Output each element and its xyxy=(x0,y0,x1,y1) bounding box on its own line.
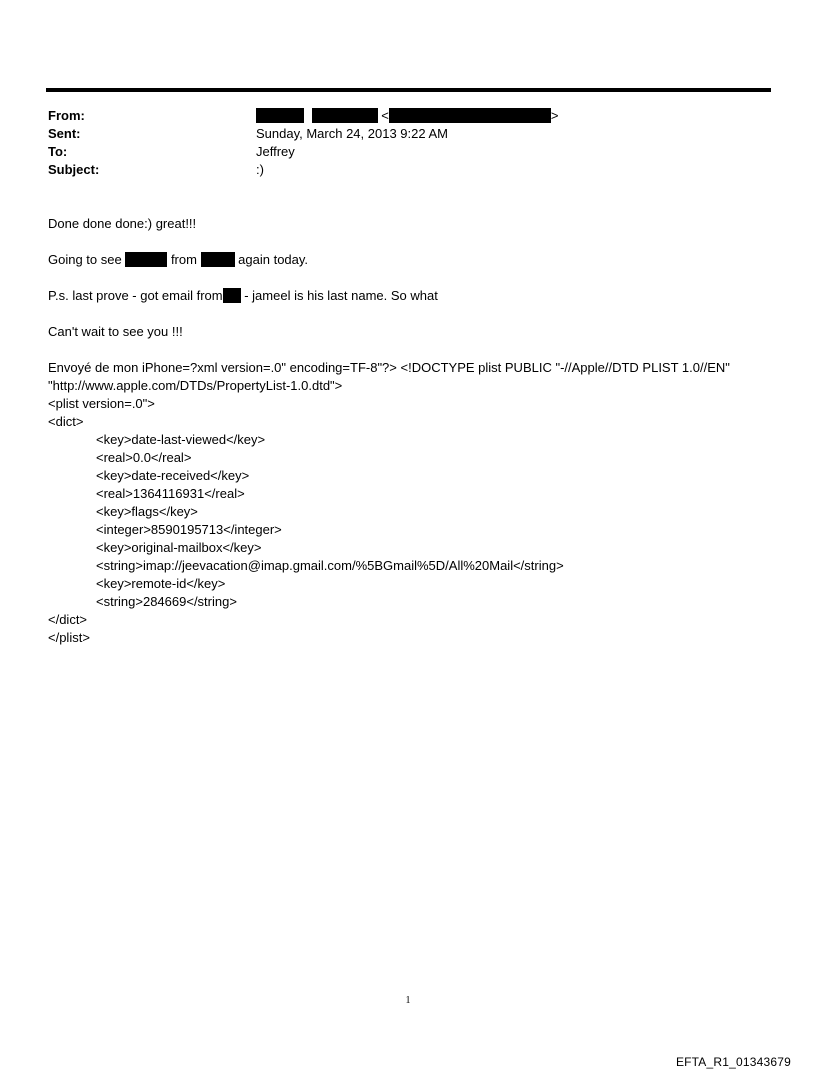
redaction-bar xyxy=(312,108,378,123)
plist-line: <key>date-received</key> xyxy=(96,468,250,483)
sent-label: Sent: xyxy=(48,126,81,141)
from-value xyxy=(256,107,558,125)
plist-line: </plist> xyxy=(48,630,90,645)
redaction-bar xyxy=(256,108,304,123)
from-label: From: xyxy=(48,108,85,123)
plist-line: <string>284669</string> xyxy=(96,594,237,609)
redaction-bar xyxy=(201,252,235,267)
body-text: from xyxy=(167,252,201,267)
redaction-bar xyxy=(125,252,167,267)
body-line xyxy=(48,251,308,269)
plist-line: <key>original-mailbox</key> xyxy=(96,540,262,555)
plist-line: Envoyé de mon iPhone=?xml version=.0" encoding=TF-8"?> <!DOCTYPE plist PUBLIC "-//Apple//DTD PLIST 1.0//EN" xyxy=(48,360,730,375)
plist-line: <string>imap://jeevacation@imap.gmail.com/%5BGmail%5D/All%20Mail</string> xyxy=(96,558,564,573)
body-text: Going to see xyxy=(48,252,126,267)
plist-line: <dict> xyxy=(48,414,84,429)
to-value: Jeffrey xyxy=(256,144,295,159)
body-text: P.s. last prove - got email from xyxy=(48,288,223,303)
body-text: again today. xyxy=(234,252,309,267)
plist-line: <plist version=.0"> xyxy=(48,396,155,411)
plist-line: <real>1364116931</real> xyxy=(96,486,245,501)
plist-line: </dict> xyxy=(48,612,88,627)
plist-line: <key>date-last-viewed</key> xyxy=(96,432,266,447)
header-rule xyxy=(46,88,771,92)
body-text: - jameel is his last name. So what xyxy=(240,288,438,303)
plist-line: <real>0.0</real> xyxy=(96,450,192,465)
to-label: To: xyxy=(48,144,68,159)
redaction-bar xyxy=(223,288,241,303)
redaction-bar xyxy=(389,108,551,123)
sent-value: Sunday, March 24, 2013 9:22 AM xyxy=(256,126,448,141)
from-open-bracket: < xyxy=(381,108,389,123)
plist-line: <integer>8590195713</integer> xyxy=(96,522,282,537)
body-line: Done done done:) great!!! xyxy=(48,216,197,231)
body-line: Can't wait to see you !!! xyxy=(48,324,183,339)
from-close-bracket: > xyxy=(550,108,559,123)
plist-line: <key>remote-id</key> xyxy=(96,576,226,591)
body-line xyxy=(48,287,438,305)
bates-number: EFTA_R1_01343679 xyxy=(675,1055,791,1069)
subject-label: Subject: xyxy=(48,162,100,177)
plist-line: "http://www.apple.com/DTDs/PropertyList-1.0.dtd"> xyxy=(48,378,343,393)
subject-value: :) xyxy=(256,162,264,177)
plist-line: <key>flags</key> xyxy=(96,504,198,519)
page-number: 1 xyxy=(405,995,411,1006)
